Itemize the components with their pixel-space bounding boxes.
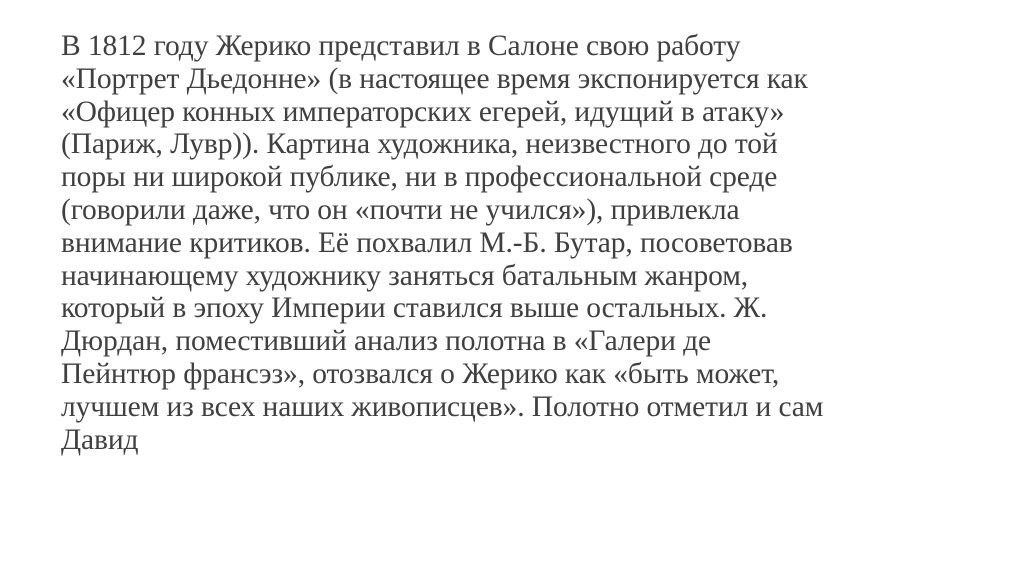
text-line: поры ни широкой публике, ни в профессиональной среде bbox=[61, 161, 778, 194]
text-line: В 1812 году Жерико представил в Салоне свою работу bbox=[61, 30, 741, 62]
body-text bbox=[61, 30, 961, 456]
text-line: Давид bbox=[61, 423, 139, 456]
text-line: который в эпоху Империи ставился выше остальных. Ж. bbox=[61, 292, 768, 325]
text-line: начинающему художнику заняться батальным жанром, bbox=[61, 259, 749, 292]
text-line: внимание критиков. Её похвалил М.-Б. Бутар, посоветовав bbox=[61, 226, 793, 259]
text-line: (говорили даже, что он «почти не учился»), привлекла bbox=[61, 193, 740, 226]
text-line: «Офицер конных императорских егерей, идущий в атаку» bbox=[61, 95, 785, 128]
text-line: лучшем из всех наших живописцев». Полотно отметил и сам bbox=[61, 390, 824, 423]
text-line: Дюрдан, поместивший анализ полотна в «Галери де bbox=[61, 325, 712, 358]
text-line: (Париж, Лувр)). Картина художника, неизвестного до той bbox=[61, 128, 778, 161]
text-line: «Портрет Дьедонне» (в настоящее время экспонируется как bbox=[61, 62, 808, 95]
text-line: Пейнтюр франсэз», отозвался о Жерико как «быть может, bbox=[61, 357, 780, 390]
